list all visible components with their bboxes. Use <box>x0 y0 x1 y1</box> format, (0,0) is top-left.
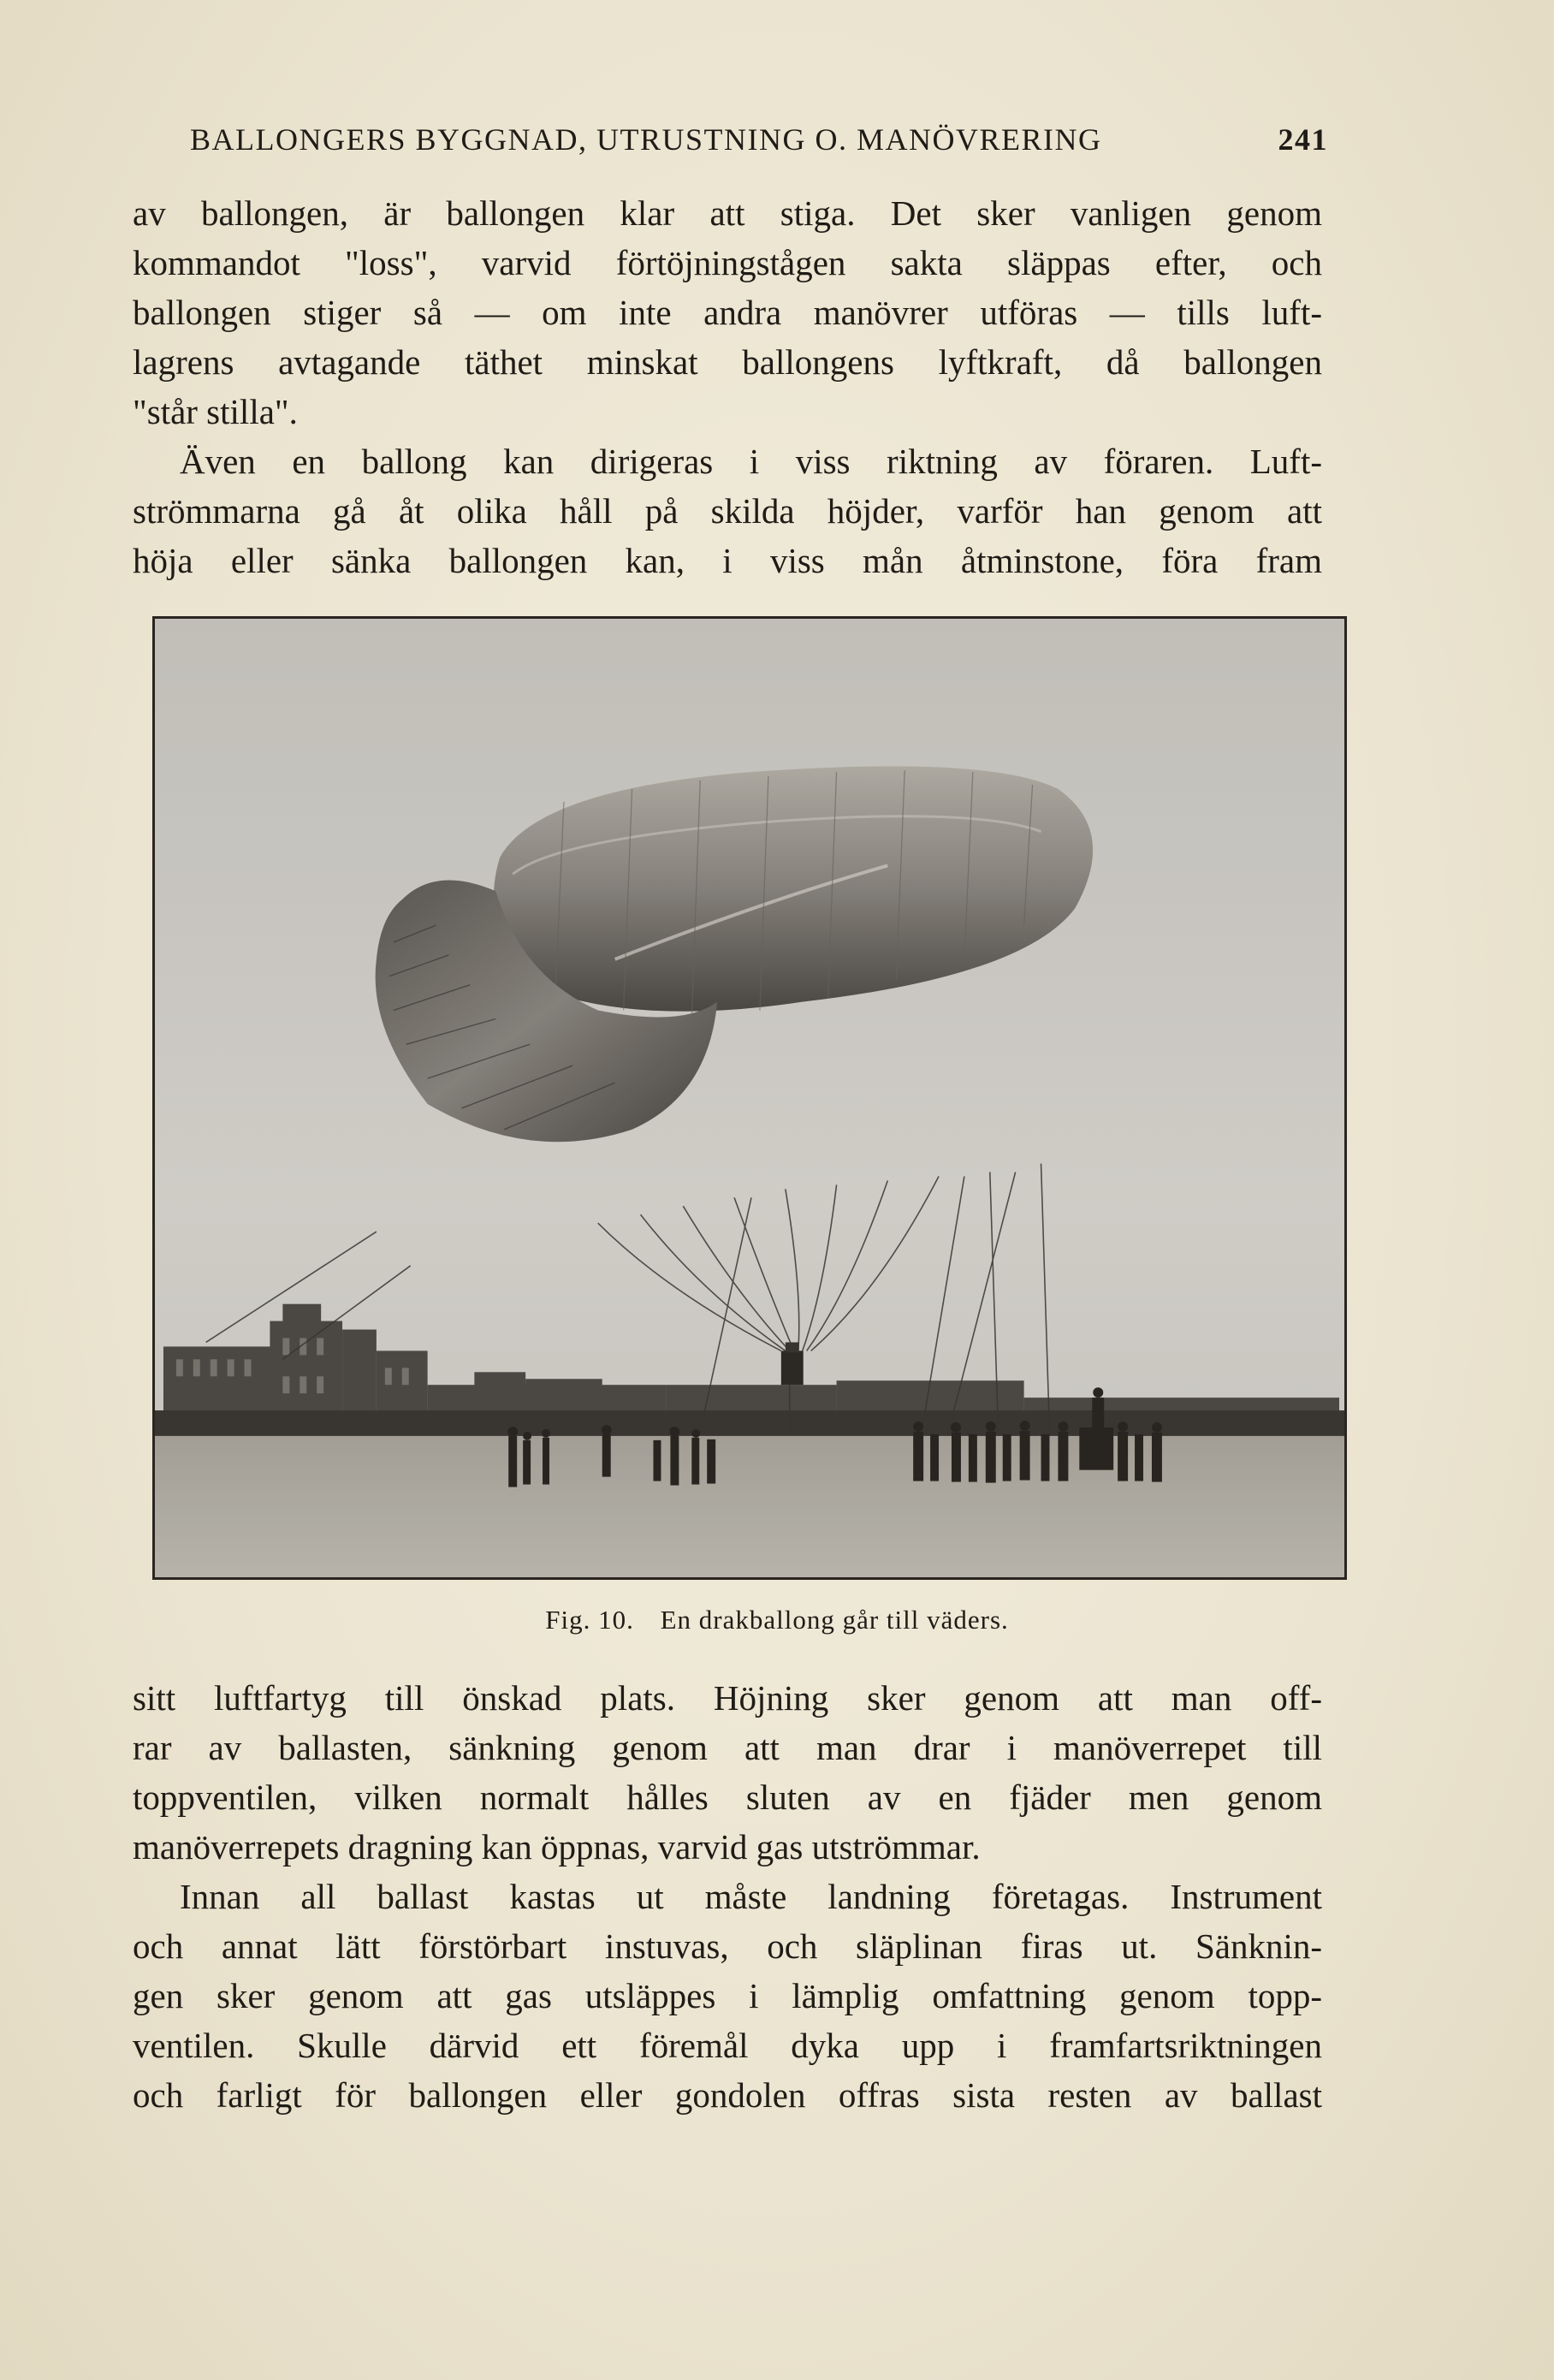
text-line: Innan all ballast kastas ut måste landning företagas. Instrument <box>180 1877 1322 1916</box>
figure-caption-text: En drakballong går till väders. <box>660 1605 1009 1635</box>
text-line: höja eller sänka ballongen kan, i viss mån åtminstone, föra fram <box>133 541 1322 580</box>
text-line: ventilen. Skulle därvid ett föremål dyka upp i framfartsriktningen <box>133 2026 1322 2065</box>
figure-label: Fig. 10. <box>545 1605 634 1635</box>
text-line: rar av ballasten, sänkning genom att man drar i manöverrepet till <box>133 1728 1322 1767</box>
body-text-top <box>133 188 1322 585</box>
kite-balloon-photo <box>155 619 1344 1577</box>
text-line: och farligt för ballongen eller gondolen offras sista resten av ballast <box>133 2075 1322 2115</box>
running-title: BALLONGERS BYGGNAD, UTRUSTNING O. MANÖVRERING <box>190 122 1102 157</box>
text-line: sitt luftfartyg till önskad plats. Höjning sker genom att man off- <box>133 1678 1322 1718</box>
text-line: strömmarna gå åt olika håll på skilda höjder, varför han genom att <box>133 491 1322 531</box>
text-line: ballongen stiger så — om inte andra manövrer utföras — tills luft- <box>133 293 1322 332</box>
text-line: "står stilla". <box>133 392 298 431</box>
text-line: och annat lätt förstörbart instuvas, och släplinan firas ut. Sänknin- <box>133 1926 1322 1966</box>
figure-caption <box>0 1605 1554 1635</box>
text-line: toppventilen, vilken normalt hålles sluten av en fjäder men genom <box>133 1778 1322 1817</box>
text-line: kommandot "loss", varvid förtöjningstågen sakta släppas efter, och <box>133 243 1322 282</box>
text-line: gen sker genom att gas utsläppes i lämplig omfattning genom topp- <box>133 1976 1322 2015</box>
page-number: 241 <box>1278 122 1328 157</box>
body-text-bottom <box>133 1673 1322 2120</box>
text-line: lagrens avtagande täthet minskat ballongens lyftkraft, då ballongen <box>133 342 1322 382</box>
text-line: manöverrepets dragning kan öppnas, varvid gas utströmmar. <box>133 1827 981 1867</box>
text-line: Även en ballong kan dirigeras i viss riktning av föraren. Luft- <box>180 442 1322 481</box>
figure-photograph <box>152 616 1347 1580</box>
running-head <box>190 122 1328 164</box>
text-line: av ballongen, är ballongen klar att stiga. Det sker vanligen genom <box>133 193 1322 233</box>
